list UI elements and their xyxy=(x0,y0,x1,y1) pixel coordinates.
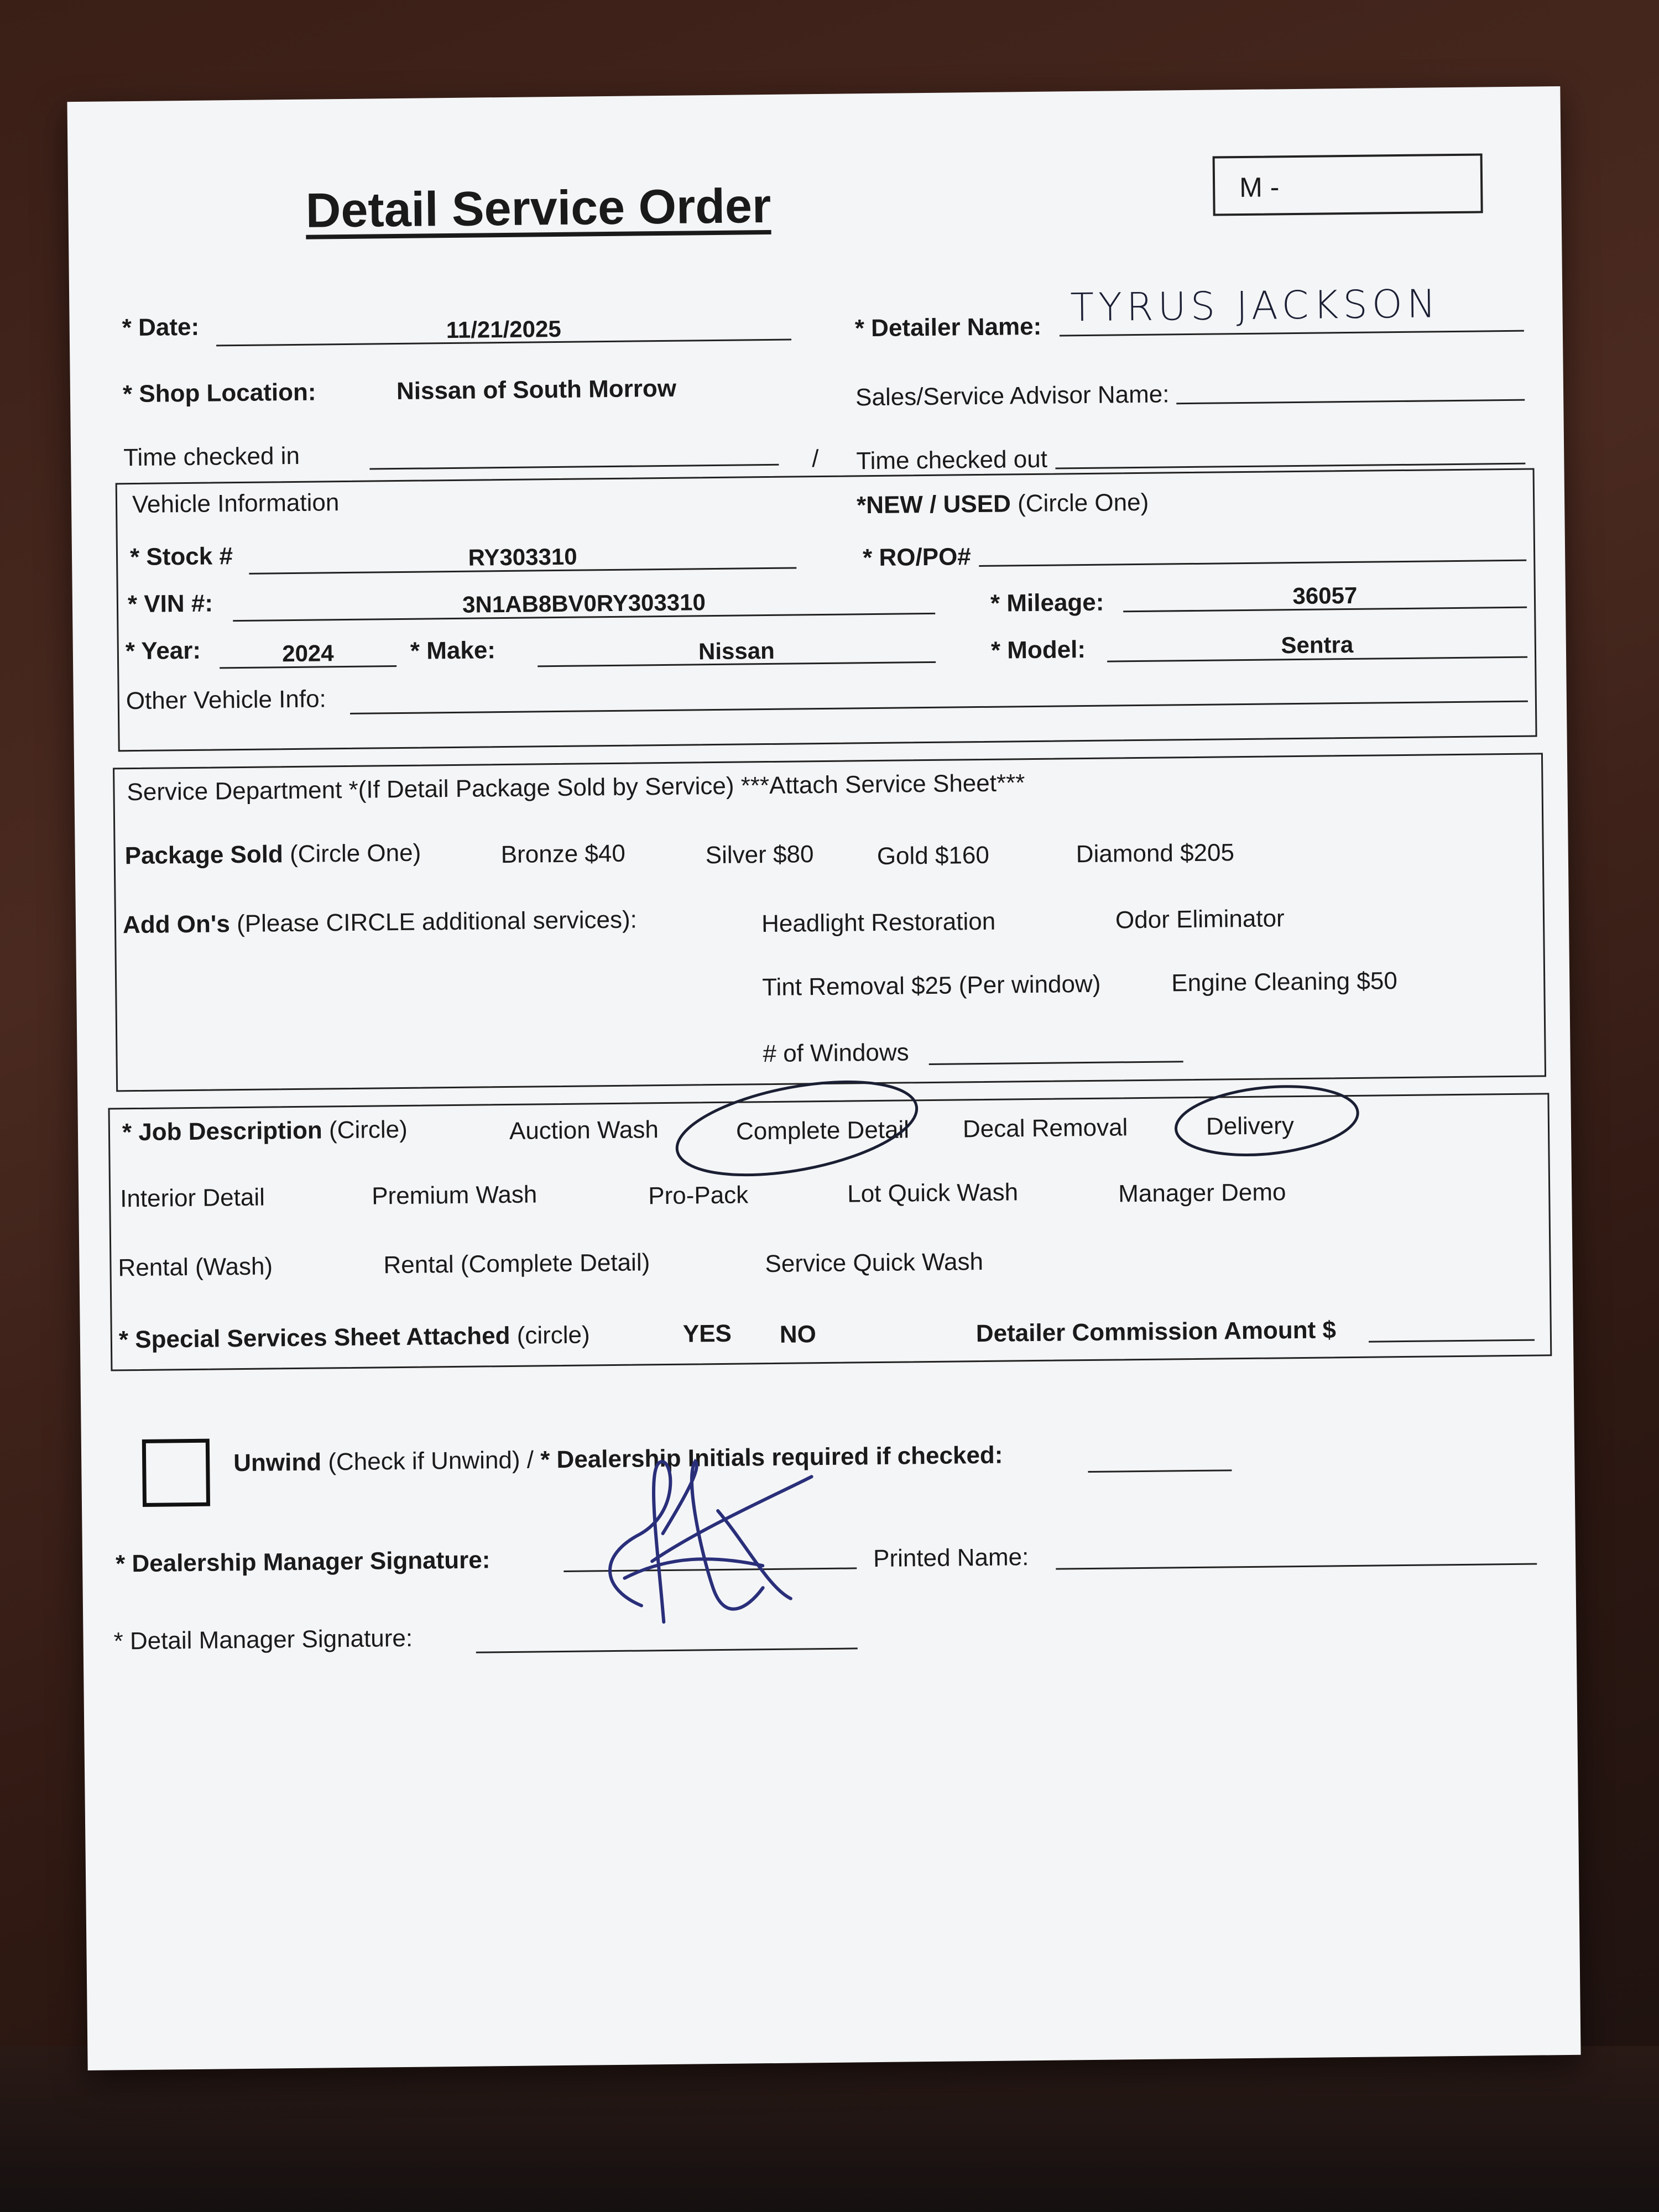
mileage-label: * Mileage: xyxy=(990,588,1104,617)
year-label: * Year: xyxy=(125,637,201,665)
job-description-field xyxy=(122,1116,408,1146)
detail-manager-signature-label: * Detail Manager Signature: xyxy=(113,1624,413,1655)
unwind-hint: (Check if Unwind) / xyxy=(328,1446,541,1476)
service-header: Service Department *(If Detail Package Sold by Service) ***Attach Service Sheet*** xyxy=(127,769,1025,806)
unwind-label: Unwind xyxy=(233,1448,322,1477)
job-delivery[interactable]: Delivery xyxy=(1206,1112,1295,1140)
package-silver[interactable]: Silver $80 xyxy=(705,841,814,869)
job-description-hint: (Circle) xyxy=(328,1115,408,1144)
addons-field xyxy=(123,906,637,940)
page-title: Detail Service Order xyxy=(305,178,771,238)
make-label: * Make: xyxy=(410,637,496,665)
year-value: 2024 xyxy=(281,640,334,667)
package-gold[interactable]: Gold $160 xyxy=(877,841,990,870)
package-bronze[interactable]: Bronze $40 xyxy=(500,839,626,869)
addon-odor[interactable]: Odor Eliminator xyxy=(1115,905,1285,934)
model-value: Sentra xyxy=(1281,631,1354,659)
vin-value: 3N1AB8BV0RY303310 xyxy=(462,589,706,618)
time-in-line[interactable] xyxy=(369,464,779,470)
model-label: * Model: xyxy=(990,636,1086,664)
stock-label: * Stock # xyxy=(129,542,233,571)
advisor-line[interactable] xyxy=(1176,399,1525,405)
special-no[interactable]: NO xyxy=(779,1321,817,1348)
job-auction-wash[interactable]: Auction Wash xyxy=(509,1116,659,1145)
initials-line[interactable] xyxy=(1088,1469,1232,1473)
special-services-label: * Special Services Sheet Attached xyxy=(118,1322,510,1354)
addon-tint[interactable]: Tint Removal $25 (Per window) xyxy=(762,970,1101,1001)
make-value: Nissan xyxy=(698,637,775,665)
dealership-signature-scribble xyxy=(609,1460,813,1623)
vehicle-info-label: Vehicle Information xyxy=(132,489,340,519)
time-in-label: Time checked in xyxy=(123,442,300,472)
dealership-signature-line[interactable] xyxy=(564,1567,857,1572)
new-used-hint: (Circle One) xyxy=(1017,488,1149,518)
time-out-label: Time checked out xyxy=(856,445,1048,475)
windows-label: # of Windows xyxy=(763,1039,909,1068)
service-order-sheet xyxy=(67,86,1580,2070)
detail-manager-signature-line[interactable] xyxy=(476,1647,858,1653)
addon-engine[interactable]: Engine Cleaning $50 xyxy=(1171,967,1398,997)
dealership-signature-label: * Dealership Manager Signature: xyxy=(115,1546,491,1578)
desk-surface xyxy=(0,2046,1659,2212)
job-lot-quick-wash[interactable]: Lot Quick Wash xyxy=(847,1178,1019,1208)
package-sold-field xyxy=(124,839,421,870)
new-used-label: *NEW / USED xyxy=(856,490,1011,519)
m-number-box[interactable] xyxy=(1213,153,1483,216)
unwind-checkbox[interactable] xyxy=(142,1439,210,1507)
mileage-value: 36057 xyxy=(1292,582,1358,609)
special-services-hint: (circle) xyxy=(517,1321,590,1349)
shop-location-label: * Shop Location: xyxy=(122,378,316,408)
job-rental-wash[interactable]: Rental (Wash) xyxy=(118,1253,273,1282)
addons-hint: (Please CIRCLE additional services): xyxy=(236,906,638,938)
ro-po-label: * RO/PO# xyxy=(862,543,972,572)
initials-label: * Dealership Initials required if checked: xyxy=(540,1441,1003,1474)
addon-headlight[interactable]: Headlight Restoration xyxy=(761,907,996,938)
job-decal-removal[interactable]: Decal Removal xyxy=(962,1114,1128,1143)
job-service-quick-wash[interactable]: Service Quick Wash xyxy=(765,1248,984,1278)
date-value: 11/21/2025 xyxy=(446,315,561,343)
special-yes[interactable]: YES xyxy=(682,1319,732,1348)
job-manager-demo[interactable]: Manager Demo xyxy=(1118,1178,1286,1208)
addons-label: Add On's xyxy=(122,910,231,939)
advisor-label: Sales/Service Advisor Name: xyxy=(855,380,1170,411)
slash: / xyxy=(812,445,819,473)
package-sold-hint: (Circle One) xyxy=(289,839,421,868)
stock-value: RY303310 xyxy=(468,543,577,571)
time-out-line[interactable] xyxy=(1055,463,1525,469)
package-diamond[interactable]: Diamond $205 xyxy=(1076,839,1235,868)
job-complete-detail[interactable]: Complete Detail xyxy=(735,1116,910,1145)
special-services-field xyxy=(119,1321,590,1354)
printed-name-label: Printed Name: xyxy=(873,1543,1029,1573)
job-premium-wash[interactable]: Premium Wash xyxy=(371,1181,538,1210)
new-used-field[interactable] xyxy=(857,489,1149,520)
other-info-label: Other Vehicle Info: xyxy=(126,685,327,715)
detailer-name-line[interactable] xyxy=(1060,330,1524,337)
printed-name-line[interactable] xyxy=(1056,1563,1537,1570)
date-label: * Date: xyxy=(122,313,200,342)
job-rental-complete-detail[interactable]: Rental (Complete Detail) xyxy=(383,1249,650,1279)
job-pro-pack[interactable]: Pro-Pack xyxy=(648,1181,749,1210)
detailer-name-handwritten: TYRUS JACKSON xyxy=(1070,281,1441,331)
unwind-field xyxy=(233,1442,1003,1478)
m-number-label: M - xyxy=(1239,171,1280,204)
vin-label: * VIN #: xyxy=(127,589,213,618)
detailer-name-label: * Detailer Name: xyxy=(854,312,1042,342)
commission-label: Detailer Commission Amount $ xyxy=(975,1316,1337,1348)
job-interior-detail[interactable]: Interior Detail xyxy=(119,1183,265,1213)
job-description-label: * Job Description xyxy=(122,1117,323,1146)
shop-location-value: Nissan of South Morrow xyxy=(396,374,677,405)
package-sold-label: Package Sold xyxy=(124,841,284,870)
